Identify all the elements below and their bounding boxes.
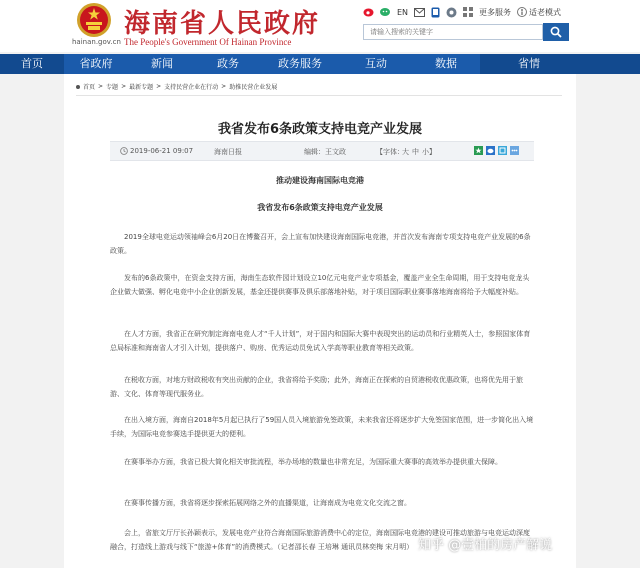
site-title[interactable]: 海南省人民政府 (124, 9, 321, 39)
wechat-link[interactable] (380, 7, 391, 17)
mail-link[interactable] (414, 8, 425, 17)
article-date: 2019-06-21 09:07 (130, 147, 194, 155)
article-source: 海南日报 (214, 148, 242, 156)
zhihu-watermark: 知乎 @壹柏的房产解说 (418, 538, 553, 553)
national-emblem-icon[interactable] (73, 2, 115, 38)
mini-program-link[interactable] (446, 7, 457, 18)
article-subhead: 推动建设海南国际电竞港 (276, 176, 364, 185)
more-services-label: 更多服务 (479, 7, 512, 17)
search-icon (550, 26, 562, 38)
miniapp-link[interactable] (463, 7, 473, 17)
lang-en-link[interactable]: EN (397, 7, 409, 17)
article-paragraph: 在人才方面，我省正在研究制定海南电竞人才“千人计划”，对于国内和国际大赛中表现突出的运动员和行业精英人士，参照国家体育总局标准和海南省人才引入计划，提供落户、购房、优秀运动员免试入学高等职业教育等相关政策。 (110, 330, 531, 352)
weibo-icon (363, 7, 374, 17)
app-link[interactable] (431, 7, 440, 18)
article-paragraph: 在赛事传播方面，我省将逐步探索拓展网络之外的直播渠道，让海南成为电竞文化交流之窗。 (124, 499, 411, 507)
share-more-icon[interactable] (510, 146, 519, 155)
breadcrumb-topics[interactable]: 专题 (106, 84, 119, 91)
article-paragraph: 会上，省旅文厅厅长孙颖表示，发展电竞产业符合海南国际旅游消费中心的定位，海南国际电竞港的建设可推动旅游与电竞运动深度融合，打造线上游戏与线下“旅游+体育”的消费模式。（记者邵长春 王培琳 通讯员林奕梅 宋月明） (110, 529, 530, 551)
breadcrumb-current[interactable]: 助推民营企业发展 (229, 84, 278, 91)
article-paragraph: 发布的6条政策中，在资金支持方面，海南生态软件园计划设立10亿元电竞产业专项基金，覆盖产业全生命周期，用于支持电竞龙头企业做大做强、孵化电竞中小企业创新发展，基金还提供赛事及俱乐部落地补贴，对于项目国际职业赛事落地海南将给予大幅度补贴。 (110, 274, 530, 296)
search-input[interactable] (363, 24, 543, 40)
grid-icon (463, 7, 473, 17)
search-button[interactable] (543, 23, 569, 41)
mini-program-icon (446, 7, 457, 18)
article-paragraph: 2019全球电竞运动领袖峰会6月20日在博鳌召开，会上宣布加快建设海南国际电竞港，并首次发布海南专项支持电竞产业发展的6条政策。 (110, 233, 531, 255)
breadcrumb-private-enterprise[interactable]: 支持民营企业在行动 (164, 84, 219, 91)
share-weibo-icon[interactable] (486, 146, 495, 155)
nav-item-home[interactable]: 首页 (0, 54, 64, 74)
font-large-button[interactable]: 大 (402, 148, 409, 156)
nav-item-interaction[interactable]: 互动 (365, 57, 387, 70)
wechat-icon (380, 7, 391, 17)
main-nav (0, 54, 640, 74)
article-meta (110, 141, 534, 161)
nav-item-province-info[interactable]: 省情 (480, 54, 640, 74)
nav-item-services[interactable]: 政务服务 (278, 57, 322, 70)
nav-item-government[interactable]: 省政府 (79, 57, 113, 70)
article-subhead: 我省发布6条政策支持电竞产业发展 (257, 203, 383, 212)
breadcrumb-separator-icon: > (121, 83, 127, 90)
header-toolbar (363, 6, 567, 18)
site-header (0, 0, 640, 52)
article-paragraph: 在赛事举办方面，我省已极大简化相关审批流程，举办场地的数量也非常充足，为国际重大赛事的高效举办提供重大保障。 (124, 458, 502, 466)
nav-item-affairs[interactable]: 政务 (217, 57, 239, 70)
site-subtitle: The People's Government Of Hainan Province (124, 37, 292, 47)
assist-mode-link[interactable] (517, 7, 561, 18)
weibo-link[interactable] (363, 7, 374, 17)
site-url: hainan.gov.cn (72, 38, 121, 46)
mobile-app-icon (431, 7, 440, 18)
clock-icon (120, 147, 128, 155)
font-size-label: 【字体： (376, 148, 404, 156)
font-medium-button[interactable]: 中 (412, 148, 419, 156)
assist-mode-label: 适老模式 (529, 7, 562, 17)
breadcrumb-latest-topics[interactable]: 最新专题 (129, 84, 154, 91)
share-qzone-icon[interactable] (474, 146, 483, 155)
more-services-link[interactable] (479, 7, 511, 18)
article-paragraph: 在税收方面，对地方财政税收有突出贡献的企业，我省将给予奖励；此外，海南正在探索的自贸港税收优惠政策，也将优先用于旅游、文化、体育等现代服务业。 (110, 376, 523, 398)
assist-mode-icon (517, 7, 527, 17)
article-editor: 编辑：王文政 (304, 148, 346, 156)
share-wechat-icon[interactable] (498, 146, 507, 155)
location-icon (76, 85, 80, 89)
divider (76, 95, 562, 96)
nav-item-news[interactable]: 新闻 (151, 57, 173, 70)
breadcrumb-separator-icon: > (98, 83, 104, 90)
breadcrumb-separator-icon: > (221, 83, 227, 90)
article-paragraph: 在出入境方面，海南自2018年5月起已执行了59国人员入境旅游免签政策，未来我省还将逐步扩大免签国家范围，进一步简化出入境手续，为国际电竞参赛选手提供更大的便利。 (110, 416, 534, 438)
breadcrumb (76, 82, 280, 91)
breadcrumb-separator-icon: > (156, 83, 162, 90)
article-title: 我省发布6条政策支持电竞产业发展 (217, 122, 423, 137)
breadcrumb-home[interactable]: 首页 (83, 84, 96, 91)
mail-icon (414, 8, 425, 17)
font-small-button[interactable]: 小】 (422, 148, 436, 156)
nav-item-data[interactable]: 数据 (435, 57, 457, 70)
